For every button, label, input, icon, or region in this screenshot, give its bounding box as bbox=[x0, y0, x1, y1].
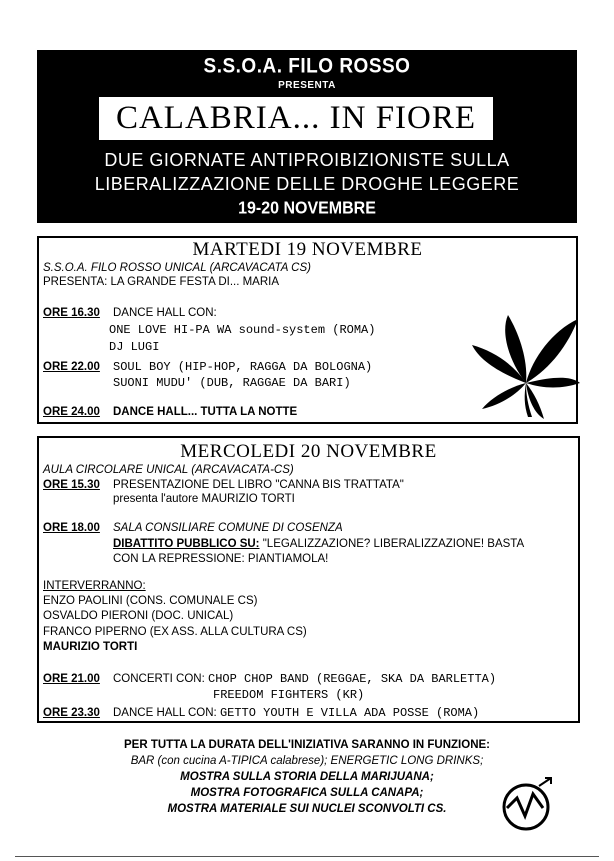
time-label: ORE 15.30 bbox=[43, 479, 100, 491]
day2-speaker-2: OSVALDO PIERONI (DOC. UNICAL) bbox=[43, 610, 234, 622]
footer-line-4: MOSTRA FOTOGRAFICA SULLA CANAPA; bbox=[190, 787, 424, 799]
day2-slot-1800 bbox=[43, 522, 343, 534]
slot-text: PRESENTAZIONE DEL LIBRO "CANNA BIS TRATTATA" bbox=[113, 479, 404, 491]
day1-presenta: PRESENTA: LA GRANDE FESTA DI... MARIA bbox=[43, 276, 280, 288]
time-label: ORE 22.00 bbox=[43, 361, 100, 373]
subtitle-line-1: DUE GIORNATE ANTIPROIBIZIONISTE SULLA bbox=[104, 150, 510, 170]
day2-location: AULA CIRCOLARE UNICAL (ARCAVACATA-CS) bbox=[43, 464, 294, 476]
event-subtitle bbox=[37, 148, 577, 196]
day2-speaker-4: MAURIZIO TORTI bbox=[43, 641, 138, 653]
day2-slot-2330 bbox=[43, 706, 479, 720]
event-dates: 19-20 NOVEMBRE bbox=[238, 199, 376, 218]
slot-act: SOUL BOY (HIP-HOP, RAGGA DA BOLOGNA) bbox=[113, 360, 373, 374]
time-label: ORE 21.00 bbox=[43, 673, 100, 685]
day2-speaker-3: FRANCO PIPERNO (EX ASS. ALLA CULTURA CS) bbox=[43, 626, 307, 638]
time-label: ORE 18.00 bbox=[43, 522, 100, 534]
day2-slot-1530 bbox=[43, 479, 404, 491]
slot-text: SALA CONSILIARE COMUNE DI COSENZA bbox=[113, 522, 343, 534]
filo-rosso-logo-icon bbox=[495, 776, 557, 834]
org-name: S.S.O.A. FILO ROSSO bbox=[203, 54, 411, 78]
day2-program-box bbox=[37, 436, 580, 723]
footer-line-3: MOSTRA SULLA STORIA DELLA MARIJUANA; bbox=[180, 771, 434, 783]
day1-slot-1630 bbox=[43, 307, 217, 319]
slot-text: DANCE HALL CON: bbox=[113, 307, 217, 319]
time-label: ORE 24.00 bbox=[43, 406, 100, 418]
day1-location: S.S.O.A. FILO ROSSO UNICAL (ARCAVACATA CS) bbox=[43, 262, 311, 274]
concert-1: CHOP CHOP BAND (REGGAE, SKA DA BARLETTA) bbox=[208, 672, 497, 686]
day2-slot-2100 bbox=[43, 672, 496, 686]
event-title: CALABRIA... IN FIORE bbox=[99, 97, 493, 140]
footer-line-5: MOSTRA MATERIALE SUI NUCLEI SCONVOLTI CS. bbox=[167, 803, 447, 815]
slot-text: DANCE HALL... TUTTA LA NOTTE bbox=[113, 406, 298, 418]
day2-debate-line-2: CON LA REPRESSIONE: PIANTIAMOLA! bbox=[113, 553, 329, 565]
day2-slot-1530-sub: presenta l'autore MAURIZIO TORTI bbox=[113, 493, 295, 505]
cannabis-leaf-icon bbox=[470, 313, 580, 421]
debate-label: DIBATTITO PUBBLICO SU: bbox=[113, 538, 260, 550]
day2-title: MERCOLEDI 20 NOVEMBRE bbox=[180, 441, 437, 462]
footer-line-1: PER TUTTA LA DURATA DELL'INIZIATIVA SARANNO IN FUNZIONE: bbox=[123, 739, 491, 751]
header-banner bbox=[37, 50, 577, 223]
day1-act-1: ONE LOVE HI-PA WA sound-system (ROMA) bbox=[109, 323, 376, 337]
debate-text: "LEGALIZZAZIONE? LIBERALIZZAZIONE! BASTA bbox=[262, 538, 525, 550]
time-label: ORE 16.30 bbox=[43, 307, 100, 319]
day1-slot-2400 bbox=[43, 406, 297, 418]
presenta-label: PRESENTA bbox=[278, 80, 336, 91]
slot-text: DANCE HALL CON: bbox=[113, 707, 217, 719]
subtitle-line-2: LIBERALIZZAZIONE DELLE DROGHE LEGGERE bbox=[94, 174, 520, 194]
day1-act-4: SUONI MUDU' (DUB, RAGGAE DA BARI) bbox=[113, 376, 351, 390]
day2-speakers-label: INTERVERRANNO: bbox=[43, 580, 146, 592]
slot-text: CONCERTI CON: bbox=[113, 673, 205, 685]
time-label: ORE 23.30 bbox=[43, 707, 100, 719]
day2-debate bbox=[113, 538, 524, 550]
day2-speaker-1: ENZO PAOLINI (CONS. COMUNALE CS) bbox=[43, 595, 258, 607]
footer-line-2: BAR (con cucina A-TIPICA calabrese); ENERGETIC LONG DRINKS; bbox=[130, 755, 484, 767]
day2-concert-2: FREEDOM FIGHTERS (KR) bbox=[213, 688, 365, 702]
day1-act-2: DJ LUGI bbox=[109, 340, 160, 354]
page-bottom-rule bbox=[15, 856, 599, 857]
day1-slot-2200 bbox=[43, 360, 372, 374]
day1-title: MARTEDI 19 NOVEMBRE bbox=[192, 239, 423, 260]
slot-act: GETTO YOUTH E VILLA ADA POSSE (ROMA) bbox=[219, 706, 480, 720]
